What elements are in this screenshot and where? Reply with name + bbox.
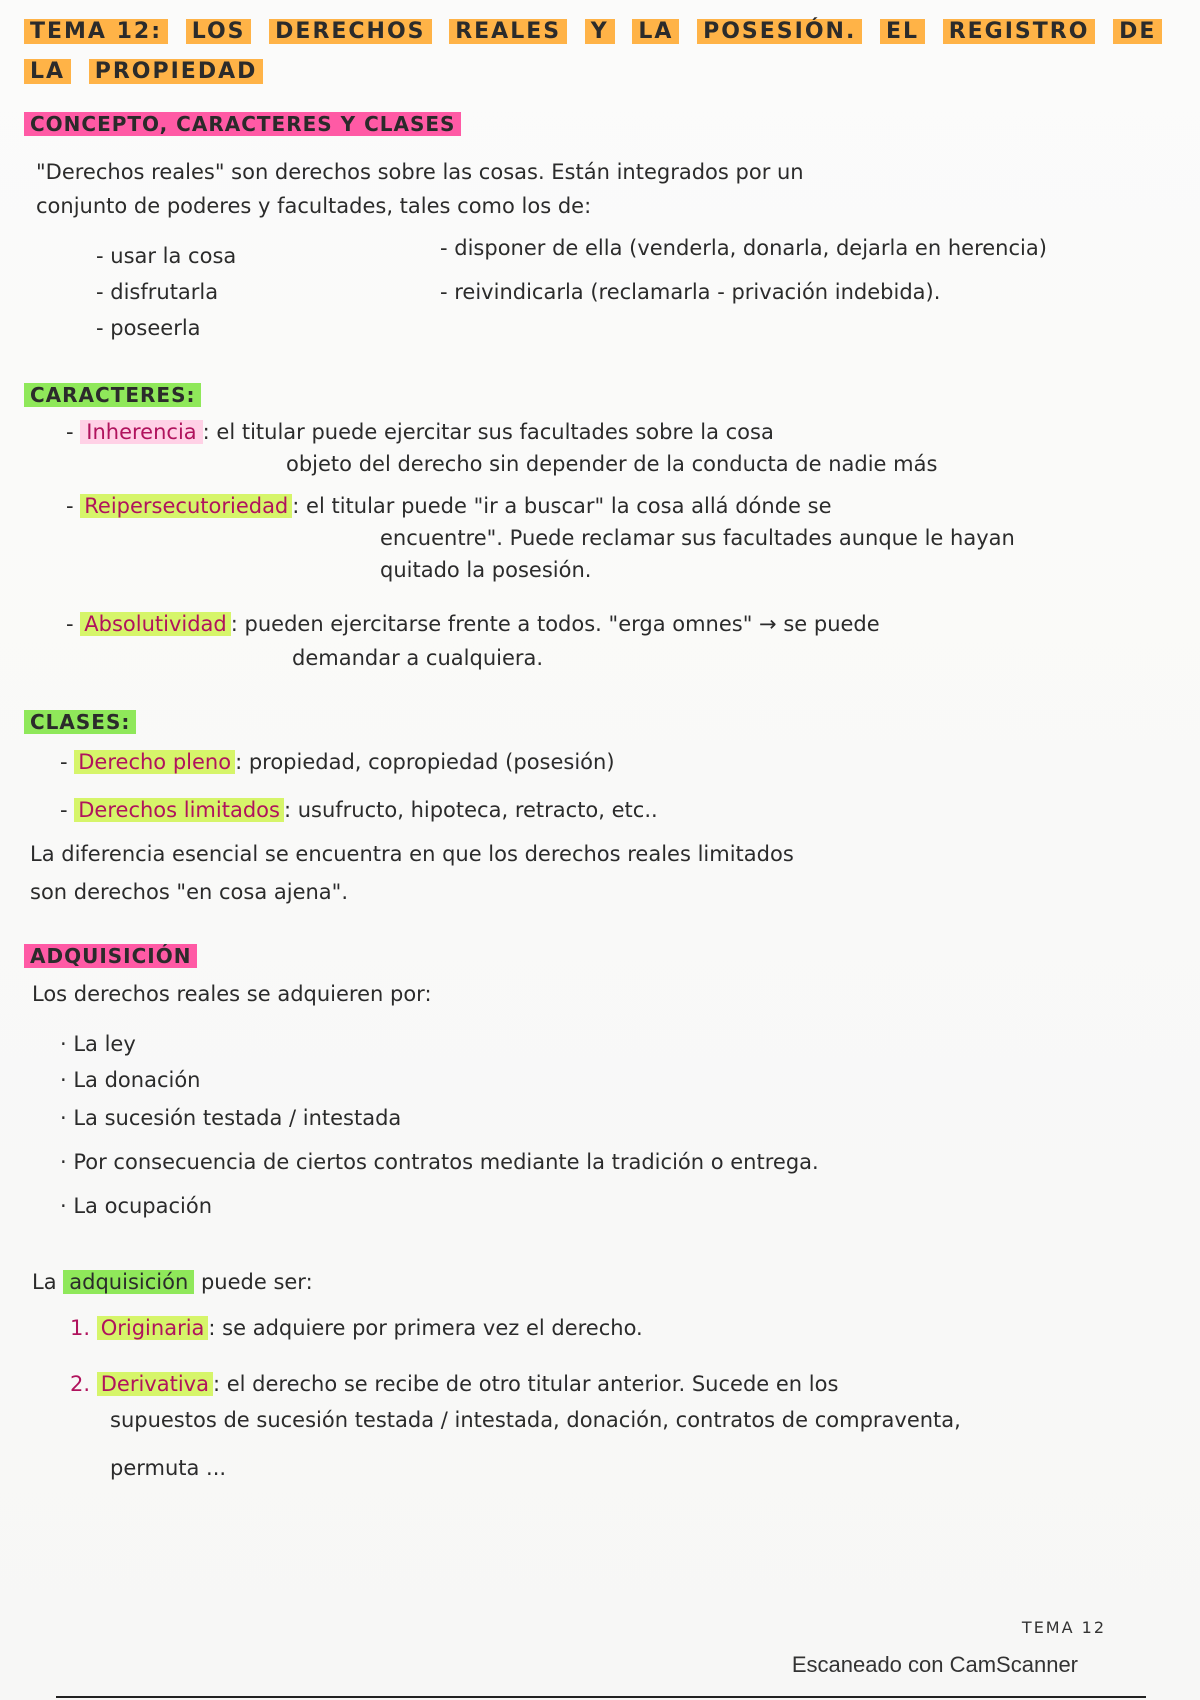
section-heading-caracteres: CARACTERES: [24,383,201,407]
caracter-reipersecutoriedad: - Reipersecutoriedad : el titular puede "ir a buscar" la cosa allá dónde se [66,494,832,518]
term-derivativa: Derivativa [97,1372,213,1396]
caracter-reipersecutoriedad-line3: quitado la posesión. [380,558,592,582]
clases-note-line-1: La diferencia esencial se encuentra en que los derechos reales limitados [30,842,794,866]
list-item: · La ley [60,1032,136,1056]
term-adquisicion: adquisición [63,1270,194,1294]
term-originaria: Originaria [97,1316,209,1340]
clase-derecho-pleno: - Derecho pleno : propiedad, copropiedad (posesión) [60,750,615,774]
caracter-reipersecutoriedad-line2: encuentre". Puede reclamar sus facultades aunque le hayan [380,526,1015,550]
list-item: · Por consecuencia de ciertos contratos mediante la tradición o entrega. [60,1150,819,1174]
term-absolutividad: Absolutividad [80,612,231,636]
caracter-inherencia-line2: objeto del derecho sin depender de la conducta de nadie más [286,452,938,476]
clases-note-line-2: son derechos "en cosa ajena". [30,880,349,904]
title-part: LA [24,59,71,84]
title-part: TEMA 12: [24,19,168,44]
section-heading-adquisicion: ADQUISICIÓN [24,944,197,968]
title-part: REALES [449,19,567,44]
caracter-inherencia: - Inherencia : el titular puede ejercitar sus facultades sobre la cosa [66,420,774,444]
title-part: POSESIÓN. [697,19,862,44]
term-inherencia: Inherencia [80,420,202,444]
intro-line-1: "Derechos reales" son derechos sobre las cosas. Están integrados por un [36,160,804,184]
caracter-absolutividad-line2: demandar a cualquiera. [292,646,544,670]
list-item: - reivindicarla (reclamarla - privación indebida). [440,280,941,304]
list-item: · La ocupación [60,1194,213,1218]
list-item: · La sucesión testada / intestada [60,1106,402,1130]
term-derecho-pleno: Derecho pleno [74,750,235,774]
adquisicion-derivativa-line2: supuestos de sucesión testada / intestada, donación, contratos de compraventa, [110,1408,961,1432]
footer-tema-label: TEMA 12 [1021,1618,1106,1637]
adquisicion-intro: Los derechos reales se adquieren por: [32,982,432,1006]
title-part: DERECHOS [269,19,431,44]
title-part: LA [632,19,679,44]
list-item: - usar la cosa [96,244,237,268]
list-item: - disfrutarla [96,280,219,304]
adquisicion-puede-ser: La adquisición puede ser: [32,1270,313,1294]
title-part: PROPIEDAD [89,59,264,84]
adquisicion-originaria: 1. Originaria : se adquiere por primera vez el derecho. [70,1316,643,1340]
term-reipersecutoriedad: Reipersecutoriedad [80,494,292,518]
list-item: · La donación [60,1068,201,1092]
bottom-rule [56,1696,1146,1698]
title-part: DE [1113,19,1162,44]
title-part: EL [880,19,925,44]
section-heading-clases: CLASES: [24,710,136,734]
camscanner-watermark: Escaneado con CamScanner [791,1652,1078,1677]
page-title [24,12,1174,92]
list-item: - disponer de ella (venderla, donarla, dejarla en herencia) [440,236,1047,260]
adquisicion-derivativa: 2. Derivativa : el derecho se recibe de otro titular anterior. Sucede en los [70,1372,839,1396]
title-part: REGISTRO [943,19,1096,44]
caracter-absolutividad: - Absolutividad : pueden ejercitarse frente a todos. "erga omnes" → se puede [66,612,880,636]
list-item: - poseerla [96,316,201,340]
title-part: Y [585,19,615,44]
adquisicion-derivativa-line3: permuta ... [110,1456,227,1480]
intro-line-2: conjunto de poderes y facultades, tales como los de: [36,194,592,218]
section-heading-concepto: CONCEPTO, CARACTERES Y CLASES [24,112,461,136]
clase-derechos-limitados: - Derechos limitados : usufructo, hipoteca, retracto, etc.. [60,798,658,822]
term-derechos-limitados: Derechos limitados [74,798,284,822]
title-part: LOS [186,19,252,44]
